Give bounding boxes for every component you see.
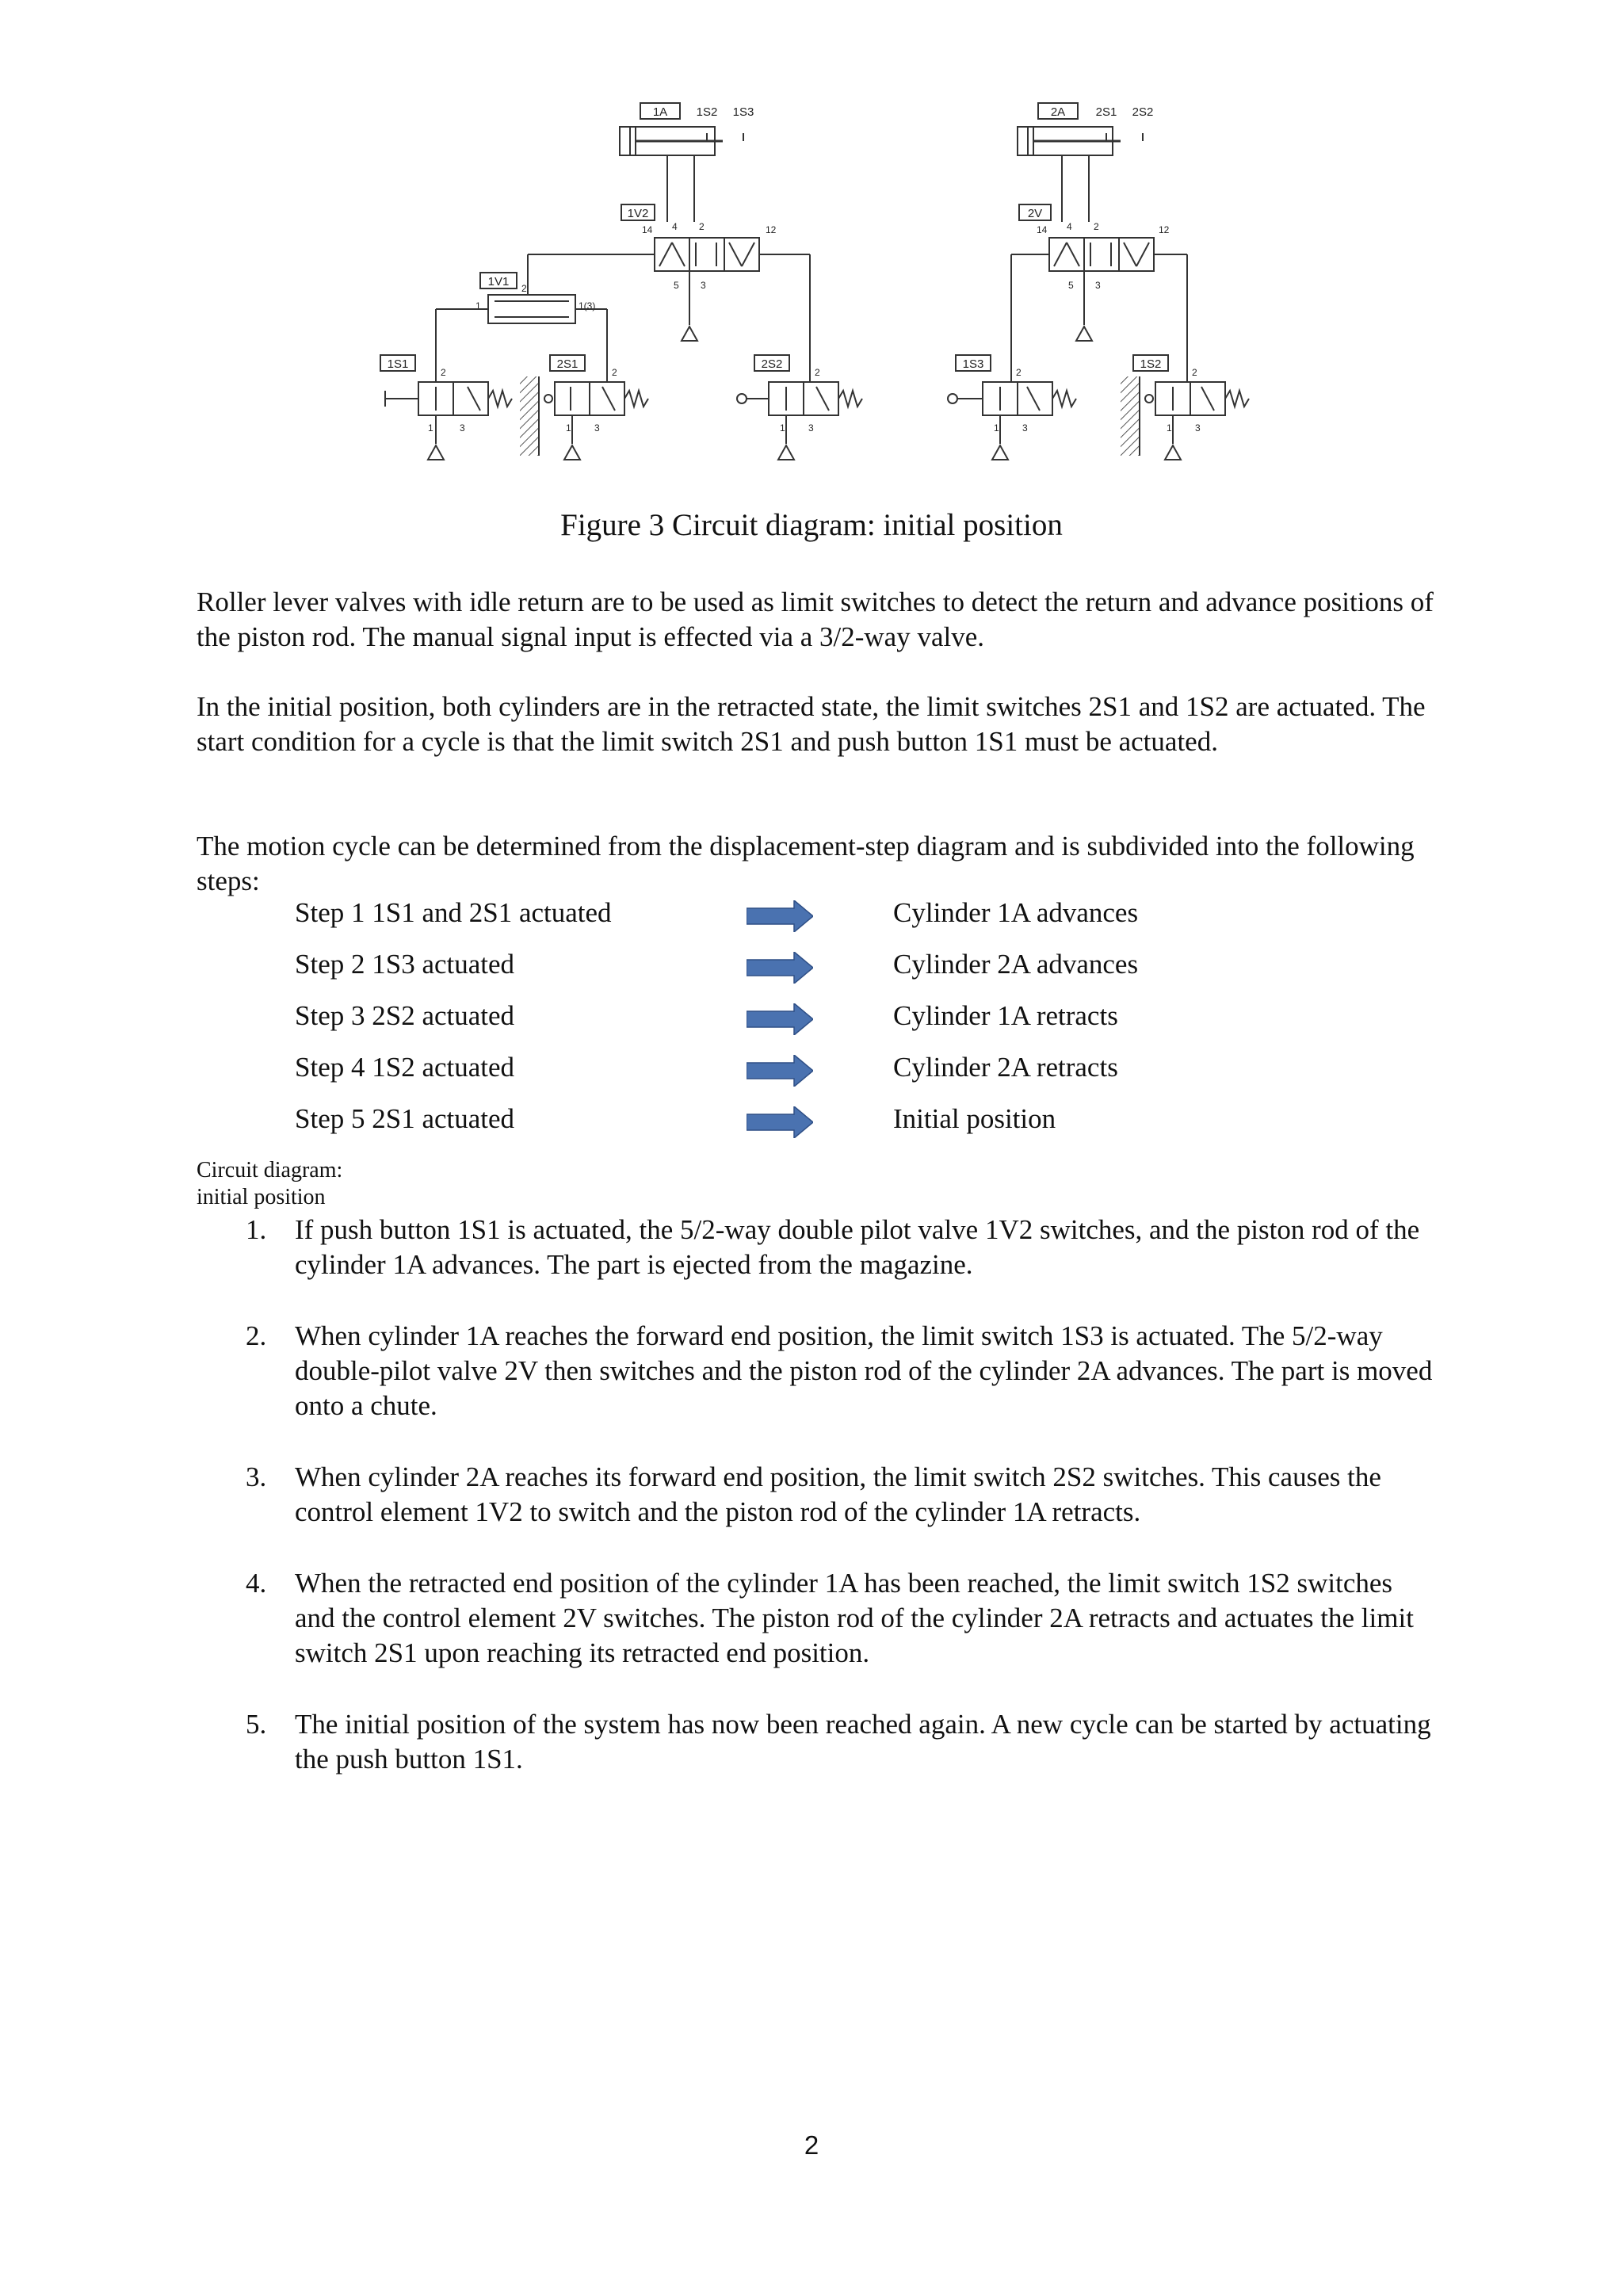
right-arrow-icon [747,1055,813,1087]
side-label-line1: Circuit diagram: [197,1158,343,1182]
step-row [295,1103,1246,1143]
valve-1s1 [380,355,512,460]
list-item-text: When the retracted end position of the cylinder 1A has been reached, the limit switch 1S2 switches and the control element 2V switches. The piston rod of the cylinder 2A retracts and actuates the limit switch 2S1 upon reaching its retracted end position. [295,1568,1414,1668]
svg-text:2S2: 2S2 [761,357,783,371]
right-arrow-icon [747,900,813,932]
right-arrow-icon [747,1106,813,1138]
svg-text:3: 3 [1195,422,1201,434]
svg-text:3: 3 [1022,422,1028,434]
step-result: Cylinder 2A advances [893,949,1139,980]
step-row [295,1052,1246,1091]
initial-position-paragraph: In the initial position, both cylinders are in the retracted state, the limit switches 2S1 and 1S2 are actuated. The start condition for a cycle is that the limit switch 2S1 and push button 1S1 must be actuated. [197,691,1426,757]
valve-2v [1011,155,1187,372]
svg-text:3: 3 [1095,280,1101,291]
svg-text:1V2: 1V2 [627,207,649,220]
intro-paragraph: Roller lever valves with idle return are to be used as limit switches to detect the return and advance positions of the piston rod. The manual signal input is effected via a 3/2-way valve. [197,586,1434,652]
svg-text:12: 12 [1159,224,1170,235]
svg-text:3: 3 [701,280,706,291]
svg-text:1S1: 1S1 [387,357,409,371]
list-item-text: If push button 1S1 is actuated, the 5/2-way double pilot valve 1V2 switches, and the piston rod of the cylinder 1A advances. The part is ejected from the magazine. [295,1214,1420,1280]
svg-text:5: 5 [1068,280,1074,291]
svg-text:14: 14 [1037,224,1048,235]
step-condition: Step 1 1S1 and 2S1 actuated [295,897,612,928]
motion-cycle-paragraph: The motion cycle can be determined from the displacement-step diagram and is subdivided into the following steps: [197,831,1415,896]
svg-text:2: 2 [521,283,527,294]
cylinder-2a [1018,103,1153,155]
svg-text:2: 2 [1016,367,1022,378]
svg-text:1: 1 [780,422,785,434]
svg-text:2: 2 [1192,367,1197,378]
svg-text:2: 2 [612,367,617,378]
step-result: Initial position [893,1103,1056,1134]
list-item-number: 2. [246,1320,267,1351]
side-label-line2: initial position [197,1185,326,1209]
svg-text:1: 1 [1167,422,1172,434]
svg-text:2A: 2A [1050,105,1066,119]
valve-1v2 [621,155,810,341]
svg-text:1S2: 1S2 [696,105,718,119]
step-condition: Step 2 1S3 actuated [295,949,515,980]
page-number: 2 [804,2130,819,2160]
svg-text:1: 1 [994,422,999,434]
svg-text:4: 4 [672,221,678,232]
step-condition: Step 4 1S2 actuated [295,1052,515,1083]
svg-text:12: 12 [766,224,777,235]
svg-text:1: 1 [475,300,481,311]
svg-text:2: 2 [441,367,446,378]
svg-text:3: 3 [594,422,600,434]
svg-text:2: 2 [1094,221,1099,232]
list-item-number: 5. [246,1709,267,1740]
svg-text:2V: 2V [1027,207,1043,220]
list-item-text: When cylinder 2A reaches its forward end position, the limit switch 2S2 switches. This causes the control element 1V2 to switch and the piston rod of the cylinder 1A retracts. [295,1461,1381,1527]
svg-text:2S2: 2S2 [1132,105,1154,119]
list-item-number: 4. [246,1568,267,1599]
list-item-text: When cylinder 1A reaches the forward end position, the limit switch 1S3 is actuated. The 5/2-way double-pilot valve 2V then switches and the piston rod of the cylinder 2A advances. The part is moved onto a chute. [295,1320,1433,1421]
svg-text:2: 2 [699,221,705,232]
step-row [295,1000,1246,1040]
svg-text:1A: 1A [652,105,668,119]
step-condition: Step 3 2S2 actuated [295,1000,515,1031]
step-result: Cylinder 2A retracts [893,1052,1118,1083]
svg-text:1S3: 1S3 [732,105,754,119]
svg-text:2: 2 [815,367,820,378]
right-arrow-icon [747,1003,813,1035]
svg-text:1S3: 1S3 [962,357,984,371]
figure-caption: Figure 3 Circuit diagram: initial position [560,508,1063,542]
step-result: Cylinder 1A advances [893,897,1139,928]
svg-text:1: 1 [566,422,571,434]
step-result: Cylinder 1A retracts [893,1000,1118,1031]
svg-text:5: 5 [674,280,679,291]
svg-text:4: 4 [1067,221,1072,232]
svg-text:1(3): 1(3) [579,300,596,311]
list-item-number: 3. [246,1461,267,1492]
svg-text:1: 1 [428,422,433,434]
valve-2s1 [520,355,648,460]
list-item-text: The initial position of the system has now been reached again. A new cycle can be started by actuating the push button 1S1. [295,1709,1431,1775]
valve-2s2 [737,355,862,460]
svg-text:2S1: 2S1 [1095,105,1117,119]
svg-text:2S1: 2S1 [556,357,579,371]
svg-text:3: 3 [808,422,814,434]
right-arrow-icon [747,952,813,984]
svg-text:1V1: 1V1 [487,275,510,288]
step-row [295,897,1246,937]
step-condition: Step 5 2S1 actuated [295,1103,515,1134]
svg-text:1S2: 1S2 [1140,357,1162,371]
list-item-number: 1. [246,1214,267,1245]
circuit-diagram [341,87,1292,515]
svg-text:3: 3 [460,422,465,434]
svg-text:14: 14 [642,224,653,235]
cylinder-1a [620,103,754,155]
valve-1s2 [1121,355,1249,460]
step-row [295,949,1246,988]
